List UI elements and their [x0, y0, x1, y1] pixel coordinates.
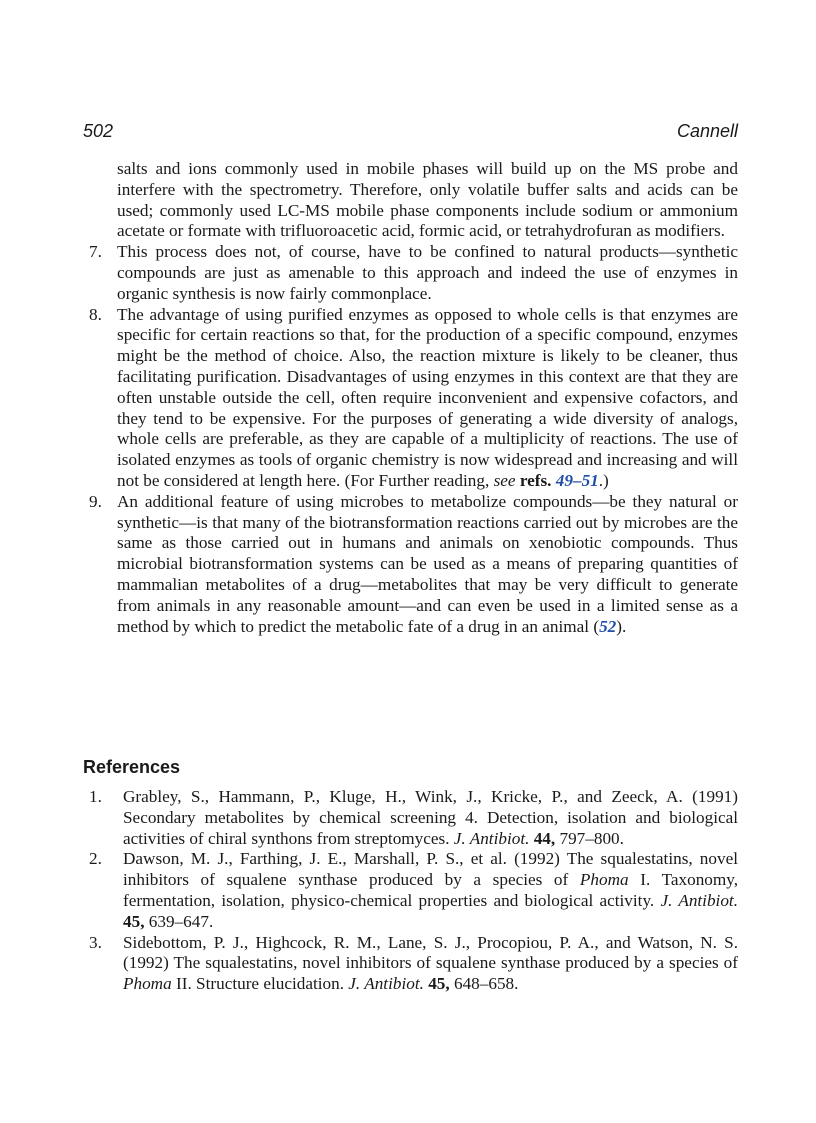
journal-volume: 44, — [533, 828, 556, 848]
journal-pages: 648–658. — [453, 974, 519, 994]
reference-text: Sidebottom, P. J., Highcock, R. M., Lane, S. J., Procopiou, P. A., and Watson, N. S. (1992) The squalestatins, novel inhibitors of squalene synthase produced by a species of — [123, 932, 738, 973]
see-word: see — [493, 470, 516, 490]
citation-link[interactable]: 49–51 — [555, 470, 599, 490]
note-6-continuation: salts and ions commonly used in mobile phases will build up on the MS probe and interfere with the spectrometry. Therefore, only volatile buffer salts and acids can be used; commonly used LC-MS mobile phase components include sodium or ammonium acetate or formate with trifluoroacetic acid, formic acid, or tetrahydrofuran as modifiers. — [117, 159, 738, 241]
citation-link[interactable]: 52 — [599, 616, 617, 636]
refs-word: refs. — [519, 470, 552, 490]
notes-list — [83, 159, 738, 637]
reference-text-cont: II. Structure elucidation. — [176, 974, 344, 994]
reference-3 — [83, 933, 738, 995]
references-heading: References — [83, 757, 181, 777]
journal-name: J. Antibiot. — [348, 974, 424, 994]
note-close: .) — [598, 470, 609, 490]
reference-text: Dawson, M. J., Farthing, J. E., Marshall, P. S., et al. (1992) The squalestatins, novel inhibitors of squalene synthase produced by a species of — [123, 849, 738, 890]
note-8 — [83, 305, 738, 492]
note-number: 7. — [89, 242, 102, 262]
reference-number: 1. — [89, 787, 102, 806]
note-text: The advantage of using purified enzymes as opposed to whole cells is that enzymes are specific for certain reactions so that, for the production of a specific compound, enzymes might be the method of choice. Also, the reaction mixture is likely to be cleaner, thus facilitating purification. Disadvantages of using enzymes in this context are that they are often unstable outside the cell, often require inconvenient and expensive cofactors, and they tend to be expensive. For the purposes of generating a wide diversity of analogs, whole cells are preferable, as they are capable of a multiplicity of reactions. The use of isolated enzymes as tools of organic chemistry is now widespread and increasing and will not be considered at length here. (For Further reading, — [117, 304, 738, 490]
reference-number: 3. — [89, 932, 102, 952]
references-list — [83, 787, 738, 995]
reference-text-cont: I. Taxonomy, fermentation, isolation, physico-chemical properties and biological activity. — [123, 870, 739, 910]
note-7 — [83, 242, 738, 304]
page-number: 502 — [83, 121, 114, 141]
journal-pages: 639–647. — [148, 911, 214, 931]
note-9 — [83, 492, 738, 638]
journal-name: J. Antibiot. — [660, 890, 738, 910]
reference-2 — [83, 849, 738, 932]
journal-volume: 45, — [428, 974, 450, 994]
note-close: ). — [616, 616, 627, 636]
journal-pages: 797–800. — [559, 828, 624, 848]
running-head — [83, 121, 738, 145]
note-number: 8. — [89, 304, 102, 324]
running-author: Cannell — [676, 121, 738, 141]
journal-name: J. Antibiot. — [453, 828, 530, 848]
note-text: This process does not, of course, have to be confined to natural products—synthetic compounds are just as amenable to this approach and indeed the use of enzymes in organic synthesis is now fairly commonplace. — [117, 242, 738, 303]
reference-text: Grabley, S., Hammann, P., Kluge, H., Wink, J., Kricke, P., and Zeeck, A. (1991) Secondary metabolites by chemical screening 4. Detection, isolation and biological activities of chiral synthons from streptomyces. — [123, 787, 738, 848]
note-text: An additional feature of using microbes to metabolize compounds—be they natural or synthetic—is that many of the biotransformation reactions carried out by microbes are the same as those carried out in humans and animals on xenobiotic compounds. Thus microbial biotransformation systems can be used as a means of preparing quantities of mammalian metabolites of a drug—metabolites that may be very difficult to generate from animals in any reasonable amount—and can even be used in a limited sense as a method by which to predict the metabolic fate of a drug in an animal ( — [117, 491, 738, 636]
genus-name: Phoma — [123, 974, 172, 994]
journal-volume: 45, — [123, 911, 145, 931]
reference-1 — [83, 787, 738, 849]
reference-number: 2. — [89, 849, 102, 869]
note-number: 9. — [89, 491, 102, 511]
genus-name: Phoma — [579, 870, 629, 890]
